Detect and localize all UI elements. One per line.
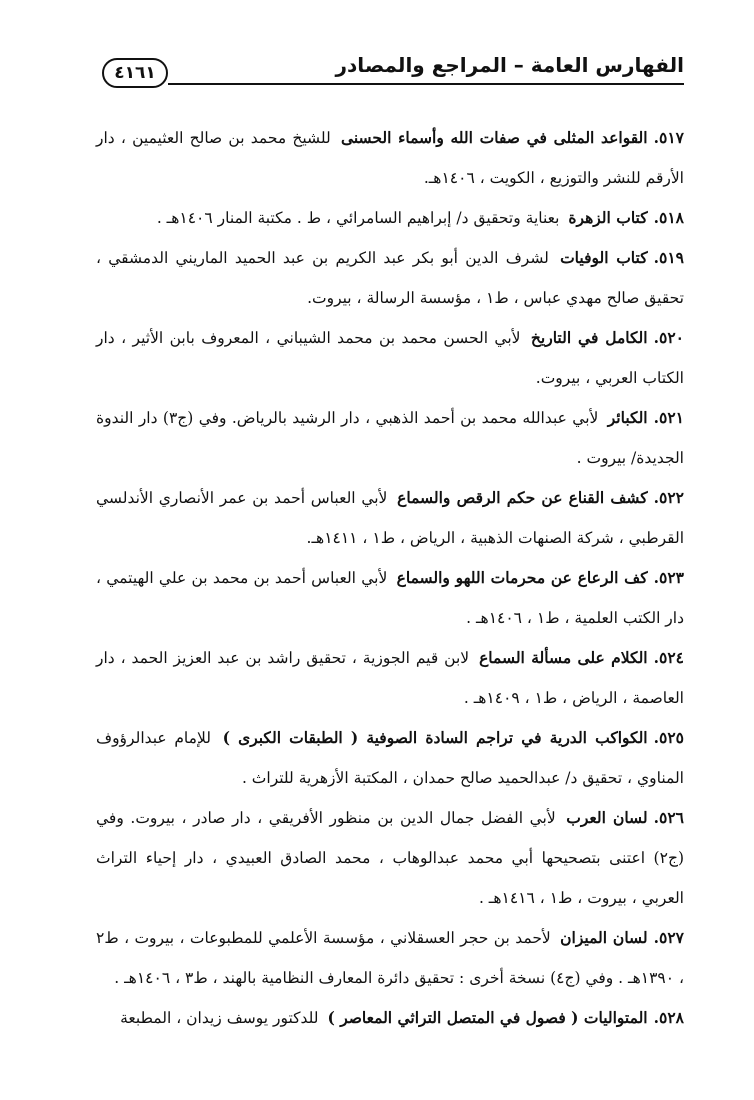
reference-entry	[96, 998, 684, 1038]
entry-details: لابن قيم الجوزية ، تحقيق راشد بن عبد العزيز الحمد ، دار العاصمة ، الرياض ، ط١ ، ١٤٠٩هـ .	[96, 649, 684, 707]
entry-number: ٥٢٧.	[653, 928, 684, 947]
entry-details: لأبي الفضل جمال الدين بن منظور الأفريقي ، دار صادر ، بيروت. وفي (ج٢) اعتنى بتصحيحها أبي محمد عبدالوهاب ، محمد الصادق العبيدي ، دار إحياء التراث العربي ، بيروت ، ط١ ، ١٤١٦هـ .	[96, 809, 684, 907]
entry-title: الكواكب الدرية في تراجم السادة الصوفية ( الطبقات الكبرى )	[222, 728, 648, 747]
entry-details: لأحمد بن حجر العسقلاني ، مؤسسة الأعلمي للمطبوعات ، بيروت ، ط٢ ، ١٣٩٠هـ . وفي (ج٤) نسخة أخرى : تحقيق دائرة المعارف النظامية بالهند ، ط٣ ، ١٤٠٦هـ .	[96, 929, 684, 987]
entry-details: للدكتور يوسف زيدان ، المطبعة	[120, 1009, 319, 1027]
page-header	[96, 50, 684, 90]
entry-details: للإمام عبدالرؤوف المناوي ، تحقيق د/ عبدالحميد صالح حمدان ، المكتبة الأزهرية للتراث .	[96, 729, 684, 787]
reference-entry	[96, 558, 684, 638]
entry-details: بعناية وتحقيق د/ إبراهيم السامرائي ، ط . مكتبة المنار ١٤٠٦هـ .	[156, 209, 560, 227]
entry-title: كتاب الوفيات	[560, 248, 648, 267]
entry-title: القواعد المثلى في صفات الله وأسماء الحسنى	[340, 128, 648, 147]
entry-number: ٥١٧.	[653, 128, 684, 147]
entry-title: الكامل في التاريخ	[530, 328, 648, 347]
header-rule	[168, 83, 684, 85]
reference-entry	[96, 238, 684, 318]
entry-number: ٥٢٥.	[653, 728, 684, 747]
entry-details: لأبي الحسن محمد بن محمد الشيباني ، المعروف بابن الأثير ، دار الكتاب العربي ، بيروت.	[96, 329, 684, 387]
reference-entry	[96, 638, 684, 718]
entry-title: لسان العرب	[566, 808, 648, 827]
entry-number: ٥٢٦.	[653, 808, 684, 827]
entry-details: لأبي العباس أحمد بن محمد بن علي الهيتمي ، دار الكتب العلمية ، ط١ ، ١٤٠٦هـ .	[96, 569, 684, 627]
entry-title: كتاب الزهرة	[568, 208, 648, 227]
running-title: الفهارس العامة – المراجع والمصادر	[335, 53, 684, 77]
entry-title: كف الرعاع عن محرمات اللهو والسماع	[396, 568, 648, 587]
entry-number: ٥٢٤.	[653, 648, 684, 667]
references-list	[96, 118, 684, 1038]
reference-entry	[96, 718, 684, 798]
entry-details: للشيخ محمد بن صالح العثيمين ، دار الأرقم للنشر والتوزيع ، الكويت ، ١٤٠٦هـ.	[96, 129, 684, 187]
entry-title: المتواليات ( فصول في المتصل التراثي المعاصر )	[327, 1008, 648, 1027]
reference-entry	[96, 798, 684, 918]
entry-details: لأبي العباس أحمد بن عمر الأنصاري الأندلسي القرطبي ، شركة الصنهات الذهبية ، الرياض ، ط١ ، ١٤١١هـ.	[96, 489, 684, 547]
reference-entry	[96, 198, 684, 238]
reference-entry	[96, 118, 684, 198]
entry-number: ٥٢٨.	[653, 1008, 684, 1027]
entry-number: ٥٢٠.	[653, 328, 684, 347]
entry-number: ٥٢٢.	[653, 488, 684, 507]
entry-number: ٥١٨.	[653, 208, 684, 227]
page-number: ٤١٦١	[102, 58, 168, 88]
reference-entry	[96, 318, 684, 398]
entry-title: الكلام على مسألة السماع	[479, 648, 648, 667]
entry-details: لشرف الدين أبو بكر عبد الكريم بن عبد الحميد الماريني الدمشقي ، تحقيق صالح مهدي عباس ، ط١ ، مؤسسة الرسالة ، بيروت.	[96, 249, 684, 307]
entry-title: الكبائر	[607, 408, 648, 427]
entry-number: ٥٢١.	[653, 408, 684, 427]
entry-number: ٥١٩.	[653, 248, 684, 267]
reference-entry	[96, 478, 684, 558]
entry-details: لأبي عبدالله محمد بن أحمد الذهبي ، دار الرشيد بالرياض. وفي (ج٣) دار الندوة الجديدة/ بيروت .	[96, 409, 684, 467]
reference-entry	[96, 918, 684, 998]
entry-title: كشف القناع عن حكم الرقص والسماع	[397, 488, 648, 507]
reference-entry	[96, 398, 684, 478]
entry-title: لسان الميزان	[560, 928, 648, 947]
entry-number: ٥٢٣.	[653, 568, 684, 587]
